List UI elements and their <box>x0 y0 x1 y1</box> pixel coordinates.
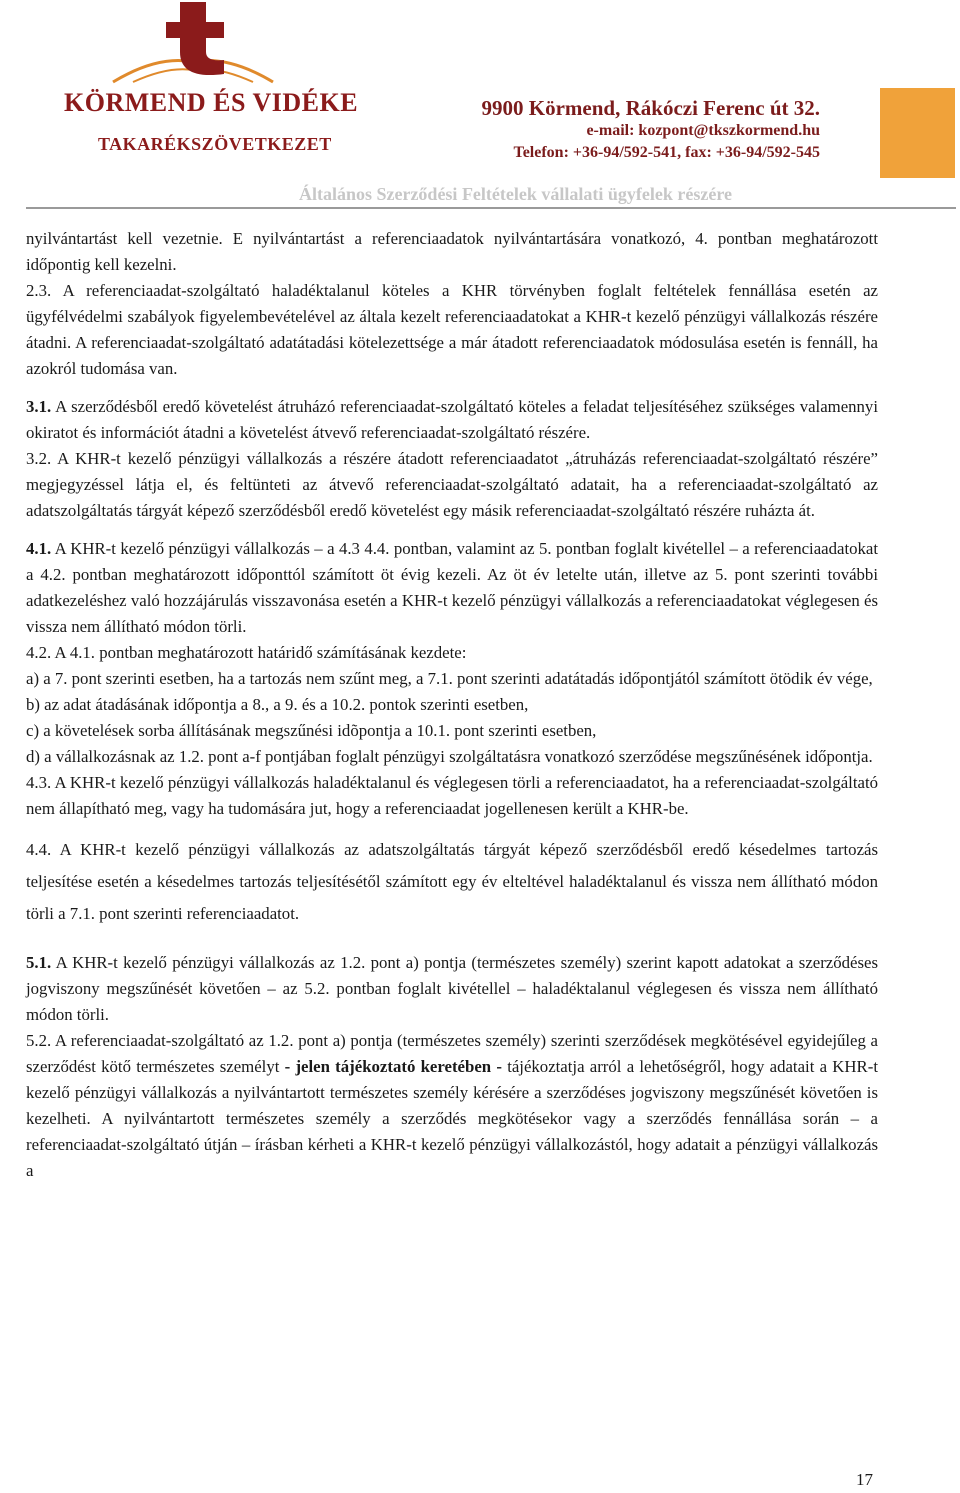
list-item: b) az adat átadásának időpontja a 8., a 9. és a 10.2. pontok szerinti esetben, <box>26 695 529 714</box>
paragraph-text: A KHR-t kezelő pénzügyi vállalkozás az 1.2. pont a) pontja (természetes személy) szerint kapott adatokat a szerződéses jogviszony megszűnését követően – az 5.2. pontban foglalt kivétellel – haladéktalanul véglegesen és vissza nem állítható módon törli. <box>26 953 878 1024</box>
emphasis-text: - jelen tájékoztató keretében - <box>284 1057 502 1076</box>
paragraph <box>26 394 878 446</box>
orange-accent-block <box>880 88 955 178</box>
paragraph-text: 5.2. A referenciaadat-szolgáltató az 1.2. pont a) pontja (természetes személy) szerinti szerződések megkötésével egyidejűleg a szerződést kötő természetes személyt <box>26 1031 878 1076</box>
paragraph-text: tájékoztatja arról a lehetőségről, hogy adatait a KHR-t kezelő pénzügyi vállalkozás a nyilvántartott természetes személy kérésére a szerződéses jogviszony megszűnését követően is kezelheti. A nyilvántartott természetes személy a szerződés megkötésekor vagy a szerződés fennállása során – a referenciaadat-szolgáltató útján – írásban kérheti a KHR-t kezelő pénzügyi vállalkozástól, hogy adatait a pénzügyi vállalkozás a <box>26 1057 878 1180</box>
brand-name: KÖRMEND ÉS VIDÉKE <box>64 88 359 117</box>
list-item: a) a 7. pont szerinti esetben, ha a tartozás nem szűnt meg, a 7.1. pont szerinti adatátadás időpontjától számított ötödik év vége, <box>26 669 873 688</box>
paragraph: 4.2. A 4.1. pontban meghatározott határidő számításának kezdete: <box>26 643 467 662</box>
page-header <box>0 0 960 212</box>
paragraph: 2.3. A referenciaadat-szolgáltató haladéktalanul köteles a KHR törvényben foglalt feltételek fennállása esetén az ügyfélvédelmi szabályok figyelembevételével az általa kezelt referenciaadatokat a KHR-t kezelő pénzügyi vállalkozás részére átadni. A referenciaadat-szolgáltató adatátadási kötelezettsége a már átadott referenciaadatok módosulása esetén is fennáll, ha azokról tudomása van. <box>26 281 878 378</box>
document-body <box>26 226 878 1184</box>
paragraph-text: A szerződésből eredő követelést átruházó referenciaadat-szolgáltató köteles a feladat teljesítéséhez szükséges valamennyi okiratot és információt átadni a követelést átvevő referenciaadat-szolgáltató részére. <box>26 397 878 442</box>
brand-subtitle: TAKARÉKSZÖVETKEZET <box>98 134 332 154</box>
list-item: d) a vállalkozásnak az 1.2. pont a-f pontjában foglalt pénzügyi szolgáltatásra vonatkozó szerződése megszűnésének időpontja. <box>26 747 873 766</box>
paragraph: nyilvántartást kell vezetnie. E nyilvántartást a referenciaadatok nyilvántartására vonatkozó, 4. pontban meghatározott időpontig kell kezelni. <box>26 229 878 274</box>
paragraph <box>26 950 878 1028</box>
list-item: c) a követelések sorba állításának megszűnési idõpontja a 10.1. pont szerinti esetben, <box>26 721 597 740</box>
header-divider <box>26 207 956 209</box>
contact-phone: Telefon: +36-94/592-541, fax: +36-94/592-545 <box>513 144 820 161</box>
page-number: 17 <box>856 1470 873 1489</box>
paragraph <box>26 536 878 640</box>
document-title: Általános Szerződési Feltételek vállalati ügyfelek részére <box>298 184 732 204</box>
paragraph <box>26 1028 878 1184</box>
section-number: 5.1. <box>26 953 52 972</box>
section-number: 4.1. <box>26 539 52 558</box>
contact-address: 9900 Körmend, Rákóczi Ferenc út 32. <box>481 96 820 120</box>
paragraph: 3.2. A KHR-t kezelő pénzügyi vállalkozás a részére átadott referenciaadatot „átruházás referenciaadat-szolgáltató részére” megjegyzéssel látja el, és feltünteti az átvevő referenciaadat-szolgáltató adatait, ha a referenciaadat-szolgáltató az adatszolgáltatás tárgyát képező szerződésből eredő követelést egy másik referenciaadat-szolgáltató részére ruházta át. <box>26 449 878 520</box>
contact-email: e-mail: kozpont@tkszkormend.hu <box>586 122 820 139</box>
paragraph: 4.3. A KHR-t kezelő pénzügyi vállalkozás haladéktalanul és véglegesen törli a referenciaadatot, ha a referenciaadat-szolgáltató nem állapítható meg, vagy ha tudomására jut, hogy a referenciaadat jogellenesen került a KHR-be. <box>26 773 878 818</box>
takarek-logo-icon <box>108 0 278 85</box>
section-number: 3.1. <box>26 397 52 416</box>
paragraph: 4.4. A KHR-t kezelő pénzügyi vállalkozás az adatszolgáltatás tárgyát képező szerződésből eredő késedelmes tartozás teljesítése esetén a késedelmes tartozás teljesítésétől számított egy év elteltével haladéktalanul és vissza nem állítható módon törli a 7.1. pont szerinti referenciaadatot. <box>26 840 878 923</box>
paragraph-text: A KHR-t kezelő pénzügyi vállalkozás – a 4.3 4.4. pontban, valamint az 5. pontban foglalt kivétellel – a referenciaadatokat a 4.2. pontban meghatározott időponttól számított öt évig kezeli. Az öt év letelte után, illetve az 5. pont szerinti további adatkezeléshez való hozzájárulás visszavonása esetén a KHR-t kezelő pénzügyi vállalkozás a referenciaadatokat véglegesen és vissza nem állítható módon törli. <box>26 539 878 636</box>
